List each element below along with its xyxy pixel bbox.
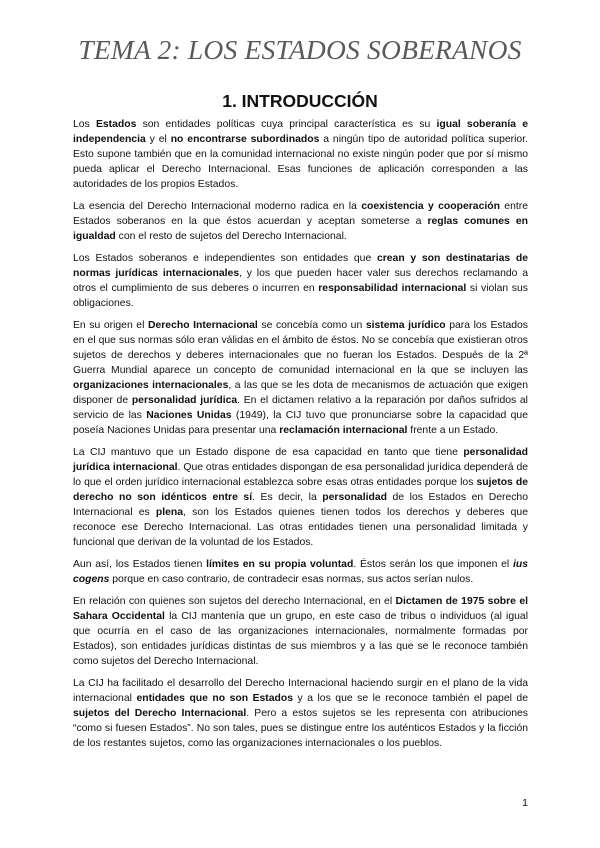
page-number: 1 [522, 797, 528, 809]
paragraph-1: Los Estados son entidades políticas cuya principal característica es su igual soberanía e independencia y el no encontrarse subordinados a ningún tipo de autoridad política superior. Esto supone también que en la comunidad internacional no existe ningún poder que por sí mismo pueda aplicar el Derecho Internacional. Esas funciones de aplicación corresponden a las autoridades de los propios Estados. [73, 119, 528, 190]
paragraph-6: Aun así, los Estados tienen límites en su propia voluntad. Éstos serán los que imponen el ius cogens porque en caso contrario, de contradecir esas normas, sus actos serían nulos. [73, 559, 528, 585]
section-heading: 1. INTRODUCCIÓN [222, 91, 378, 111]
paragraph-3: Los Estados soberanos e independientes son entidades que crean y son destinatarias de normas jurídicas internacionales, y los que pueden hacer valer sus derechos reclamando a otros el cumplimiento de sus deberes o incurren en responsabilidad internacional si violan sus obligaciones. [73, 253, 528, 309]
paragraph-4: En su origen el Derecho Internacional se concebía como un sistema jurídico para los Estados en el que sus normas sólo eran válidas en el ámbito de éstos. No se concebía que existieran otros sujetos de derechos y deberes internacionales que no fueran los Estados. Después de la 2ª Guerra Mundial aparece un concepto de comunidad internacional en la que se incluyen las organizaciones internacionales, a las que se les dota de mecanismos de actuación que exigen disponer de personalidad jurídica. En el dictamen relativo a la reparación por daños sufridos al servicio de las Naciones Unidas (1949), la CIJ tuvo que pronunciarse sobre la capacidad que poseía Naciones Unidas para presentar una reclamación internacional frente a un Estado. [73, 320, 529, 436]
document-body [73, 117, 528, 758]
document-title: TEMA 2: LOS ESTADOS SOBERANOS [78, 34, 522, 65]
paragraph-2: La esencia del Derecho Internacional moderno radica en la coexistencia y cooperación entre Estados soberanos en la que éstos acuerdan y aceptan someterse a reglas comunes en igualdad con el resto de sujetos del Derecho Internacional. [73, 201, 528, 242]
paragraph-5: La CIJ mantuvo que un Estado dispone de esa capacidad en tanto que tiene personalidad jurídica internacional. Que otras entidades dispongan de esa personalidad jurídica dependerá de lo que el orden jurídico internacional establezca sobre esas otras entidades porque los sujetos de derecho no son idénticos entre sí. Es decir, la personalidad de los Estados en Derecho Internacional es plena, son los Estados quienes tienen todos los derechos y deberes que reconoce ese Derecho Internacional. Las otras entidades tienen una personalidad limitada y funcional que derivan de la voluntad de los Estados. [73, 447, 529, 548]
paragraph-7: En relación con quienes son sujetos del derecho Internacional, en el Dictamen de 1975 sobre el Sahara Occidental la CIJ mantenía que un grupo, en este caso de tribus o individuos (al igual que ocurría en el caso de las organizaciones internacionales, normalmente formadas por Estados), son entidades jurídicas distintas de sus miembros y a las que se le reconoce también como sujetos del Derecho Internacional. [73, 596, 529, 667]
paragraph-8: La CIJ ha facilitado el desarrollo del Derecho Internacional haciendo surgir en el plano de la vida internacional entidades que no son Estados y a los que se le reconoce también el papel de sujetos del Derecho Internacional. Pero a estos sujetos se les representa con atribuciones “como si fuesen Estados”. No son tales, pues se distingue entre los auténticos Estados y la ficción de los restantes sujetos, como las organizaciones internacionales o los pueblos. [73, 678, 528, 749]
